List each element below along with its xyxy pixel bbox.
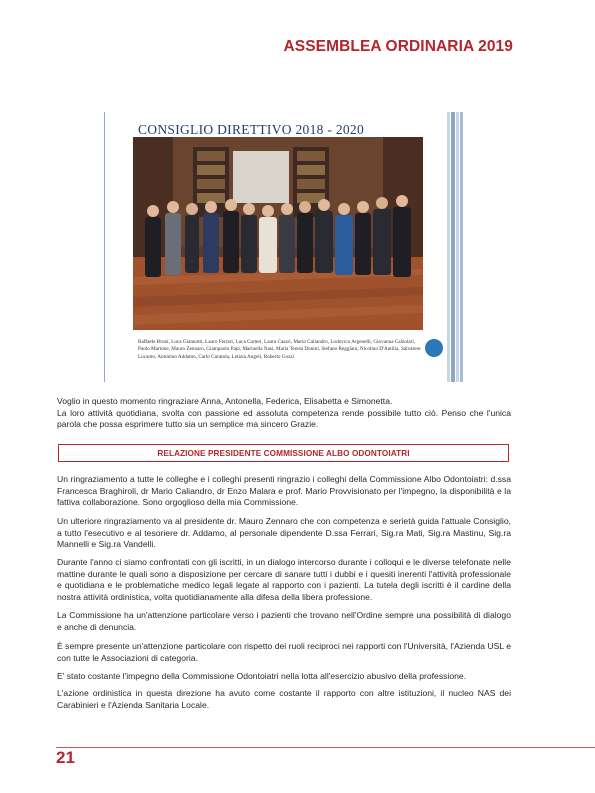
decorative-dot bbox=[425, 339, 443, 357]
intro-line-2: La loro attività quotidiana, svolta con passione ed assoluta competenza rende possibile tutto ciò. Penso che l'unica parola che possa esprimere tutto sia un semplice ma sincero Grazie. bbox=[57, 407, 511, 430]
paragraph-3: Durante l'anno ci siamo confrontati con gli iscritti, in un dialogo intercorso durante i colloqui e le diverse telefonate nelle mattine durante le quali sono a disposizione per cercare di sanare tutti i dubbi e i quesiti inerenti l'attività professionale e quotidiana e le problematiche medico legali legate al rapporto con i pazienti. La tutela degli iscritti è il cardine della nostra attività ordinistica, volta quotidianamente alla difesa della libera professione. bbox=[57, 557, 511, 602]
photo-caption-names: Raffaele Bruni, Luca Giannotti, Lauro Ferrari, Luca Carteri, Laura Casari, Mario Caliandro, Lodovico Argenelli, Giovanna Calzolari, Paolo Martone, Mauro Zennaro, Giampaolo Papi, Marinella Nasi, Maria Teresa Donini, Stefano Reggiani, Nicolino D'Autilia, Salvatore Lucanto, Antonino Addamo, Carlo Curatola, Letizia Angeli, Roberto Gozzi bbox=[138, 339, 421, 360]
photo-caption-title: CONSIGLIO DIRETTIVO 2018 - 2020 bbox=[138, 122, 365, 137]
paragraph-5: È sempre presente un'attenzione particolare con rispetto dei ruoli reciproci nei rapporti con l'Università, l'Azienda USL e con tutte le Associazioni di categoria. bbox=[57, 641, 511, 663]
paragraph-6: E' stato costante l'impegno della Commissione Odontoiatri nella lotta all'esercizio abusivo della professione. bbox=[57, 671, 467, 681]
frame-stripes bbox=[447, 112, 463, 382]
paragraph-2: Un ulteriore ringraziamento va al presidente dr. Mauro Zennaro che con competenza e serietà guida l'attuale Consiglio, a tutto l'esecutivo e al tesoriere dr. Addamo, al personale dipendente D.ssa Ferrari, Sig.ra Mati, Sig.ra Mastinu, Sig.ra Mannelli e Sig.ra Vandelli. bbox=[57, 516, 511, 550]
group-photo bbox=[133, 137, 423, 330]
page-number: 21 bbox=[56, 748, 75, 767]
intro-paragraph bbox=[57, 396, 511, 431]
header-title: ASSEMBLEA ORDINARIA 2019 bbox=[283, 38, 513, 55]
frame-left-rule bbox=[104, 112, 105, 382]
intro-line-1: Voglio in questo momento ringraziare Anna, Antonella, Federica, Elisabetta e Simonetta. bbox=[57, 396, 393, 406]
paragraph-4: La Commissione ha un'attenzione particolare verso i pazienti che trovano nell'Ordine sempre una possibilità di dialogo e anche di denuncia. bbox=[57, 610, 511, 632]
paragraph-7: L'azione ordinistica in questa direzione ha avuto come costante il rapporto con altre istituzioni, il nucleo NAS dei Carabinieri e l'Azienda Sanitaria Locale. bbox=[57, 688, 511, 710]
section-heading-box bbox=[58, 444, 509, 462]
footer-rule bbox=[56, 747, 595, 748]
paragraph-1: Un ringraziamento a tutte le colleghe e i colleghi presenti ringrazio i colleghi della Commissione Albo Odontoiatri: d.ssa Francesca Braghiroli, dr Mario Caliandro, dr Enzo Malara e prof. Mario Provvisionato per l'impegno, la disponibilità e la fattiva collaborazione. Sono orgoglioso della mia Commissione. bbox=[57, 474, 511, 508]
group-photo-illustration bbox=[133, 137, 423, 330]
section-heading: RELAZIONE PRESIDENTE COMMISSIONE ALBO ODONTOIATRI bbox=[157, 448, 410, 458]
